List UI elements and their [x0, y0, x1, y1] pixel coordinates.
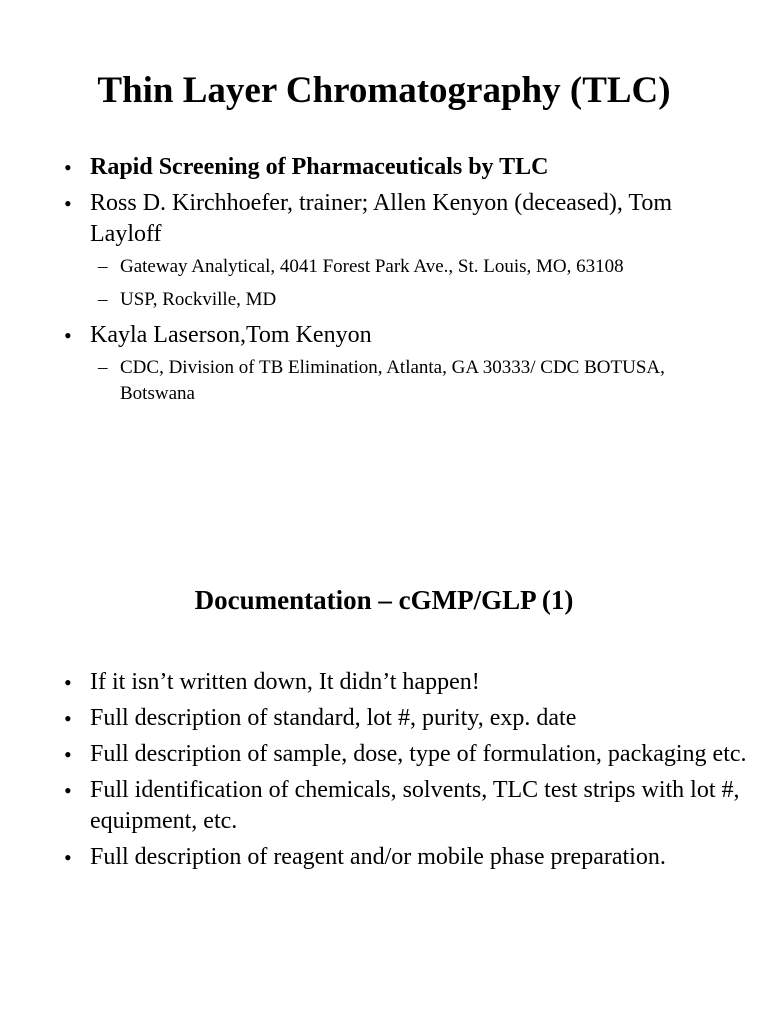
slide-title: Documentation – cGMP/GLP (1)	[194, 585, 574, 615]
bullet-list	[0, 667, 768, 878]
bullet-item	[0, 775, 768, 837]
bullet-item	[0, 667, 768, 698]
sub-bullet-text: USP, Rockville, MD	[120, 289, 277, 310]
sub-bullet-text: Gateway Analytical, 4041 Forest Park Ave., St. Louis, MO, 63108	[120, 256, 624, 277]
bullet-item	[0, 188, 768, 313]
bullet-icon: •	[64, 670, 72, 695]
bullet-icon: •	[64, 155, 72, 180]
bullet-text: Full description of sample, dose, type of formulation, packaging etc.	[90, 741, 747, 767]
dash-icon: –	[98, 357, 108, 378]
bullet-text: If it isn’t written down, It didn’t happen!	[90, 669, 480, 695]
bullet-item	[0, 320, 768, 407]
bullet-list	[0, 152, 768, 414]
sub-bullet-item	[90, 254, 748, 280]
bullet-icon: •	[64, 778, 72, 803]
slide-documentation	[0, 560, 768, 1024]
sub-bullet-list	[90, 254, 748, 313]
sub-bullet-item	[90, 355, 748, 407]
sub-bullet-list	[90, 355, 748, 407]
bullet-icon: •	[64, 191, 72, 216]
bullet-icon: •	[64, 742, 72, 767]
dash-icon: –	[98, 289, 108, 310]
bullet-text: Full description of standard, lot #, purity, exp. date	[90, 705, 577, 731]
bullet-icon: •	[64, 706, 72, 731]
bullet-text: Ross D. Kirchhoefer, trainer; Allen Kenyon (deceased), Tom Layloff	[90, 190, 673, 247]
bullet-item	[0, 703, 768, 734]
slide-title: Thin Layer Chromatography (TLC)	[97, 70, 671, 111]
sub-bullet-item	[90, 287, 748, 313]
bullet-text: Kayla Laserson,Tom Kenyon	[90, 322, 372, 348]
dash-icon: –	[98, 256, 108, 277]
sub-bullet-text: CDC, Division of TB Elimination, Atlanta, GA 30333/ CDC BOTUSA, Botswana	[120, 357, 665, 404]
bullet-text: Rapid Screening of Pharmaceuticals by TLC	[90, 154, 549, 180]
bullet-icon: •	[64, 323, 72, 348]
bullet-icon: •	[64, 845, 72, 870]
bullet-item	[0, 739, 768, 770]
bullet-text: Full description of reagent and/or mobile phase preparation.	[90, 844, 666, 870]
bullet-item	[0, 842, 768, 873]
slide-tlc-title	[0, 0, 768, 470]
bullet-item	[0, 152, 768, 183]
bullet-text: Full identification of chemicals, solvents, TLC test strips with lot #, equipment, etc.	[90, 777, 740, 834]
